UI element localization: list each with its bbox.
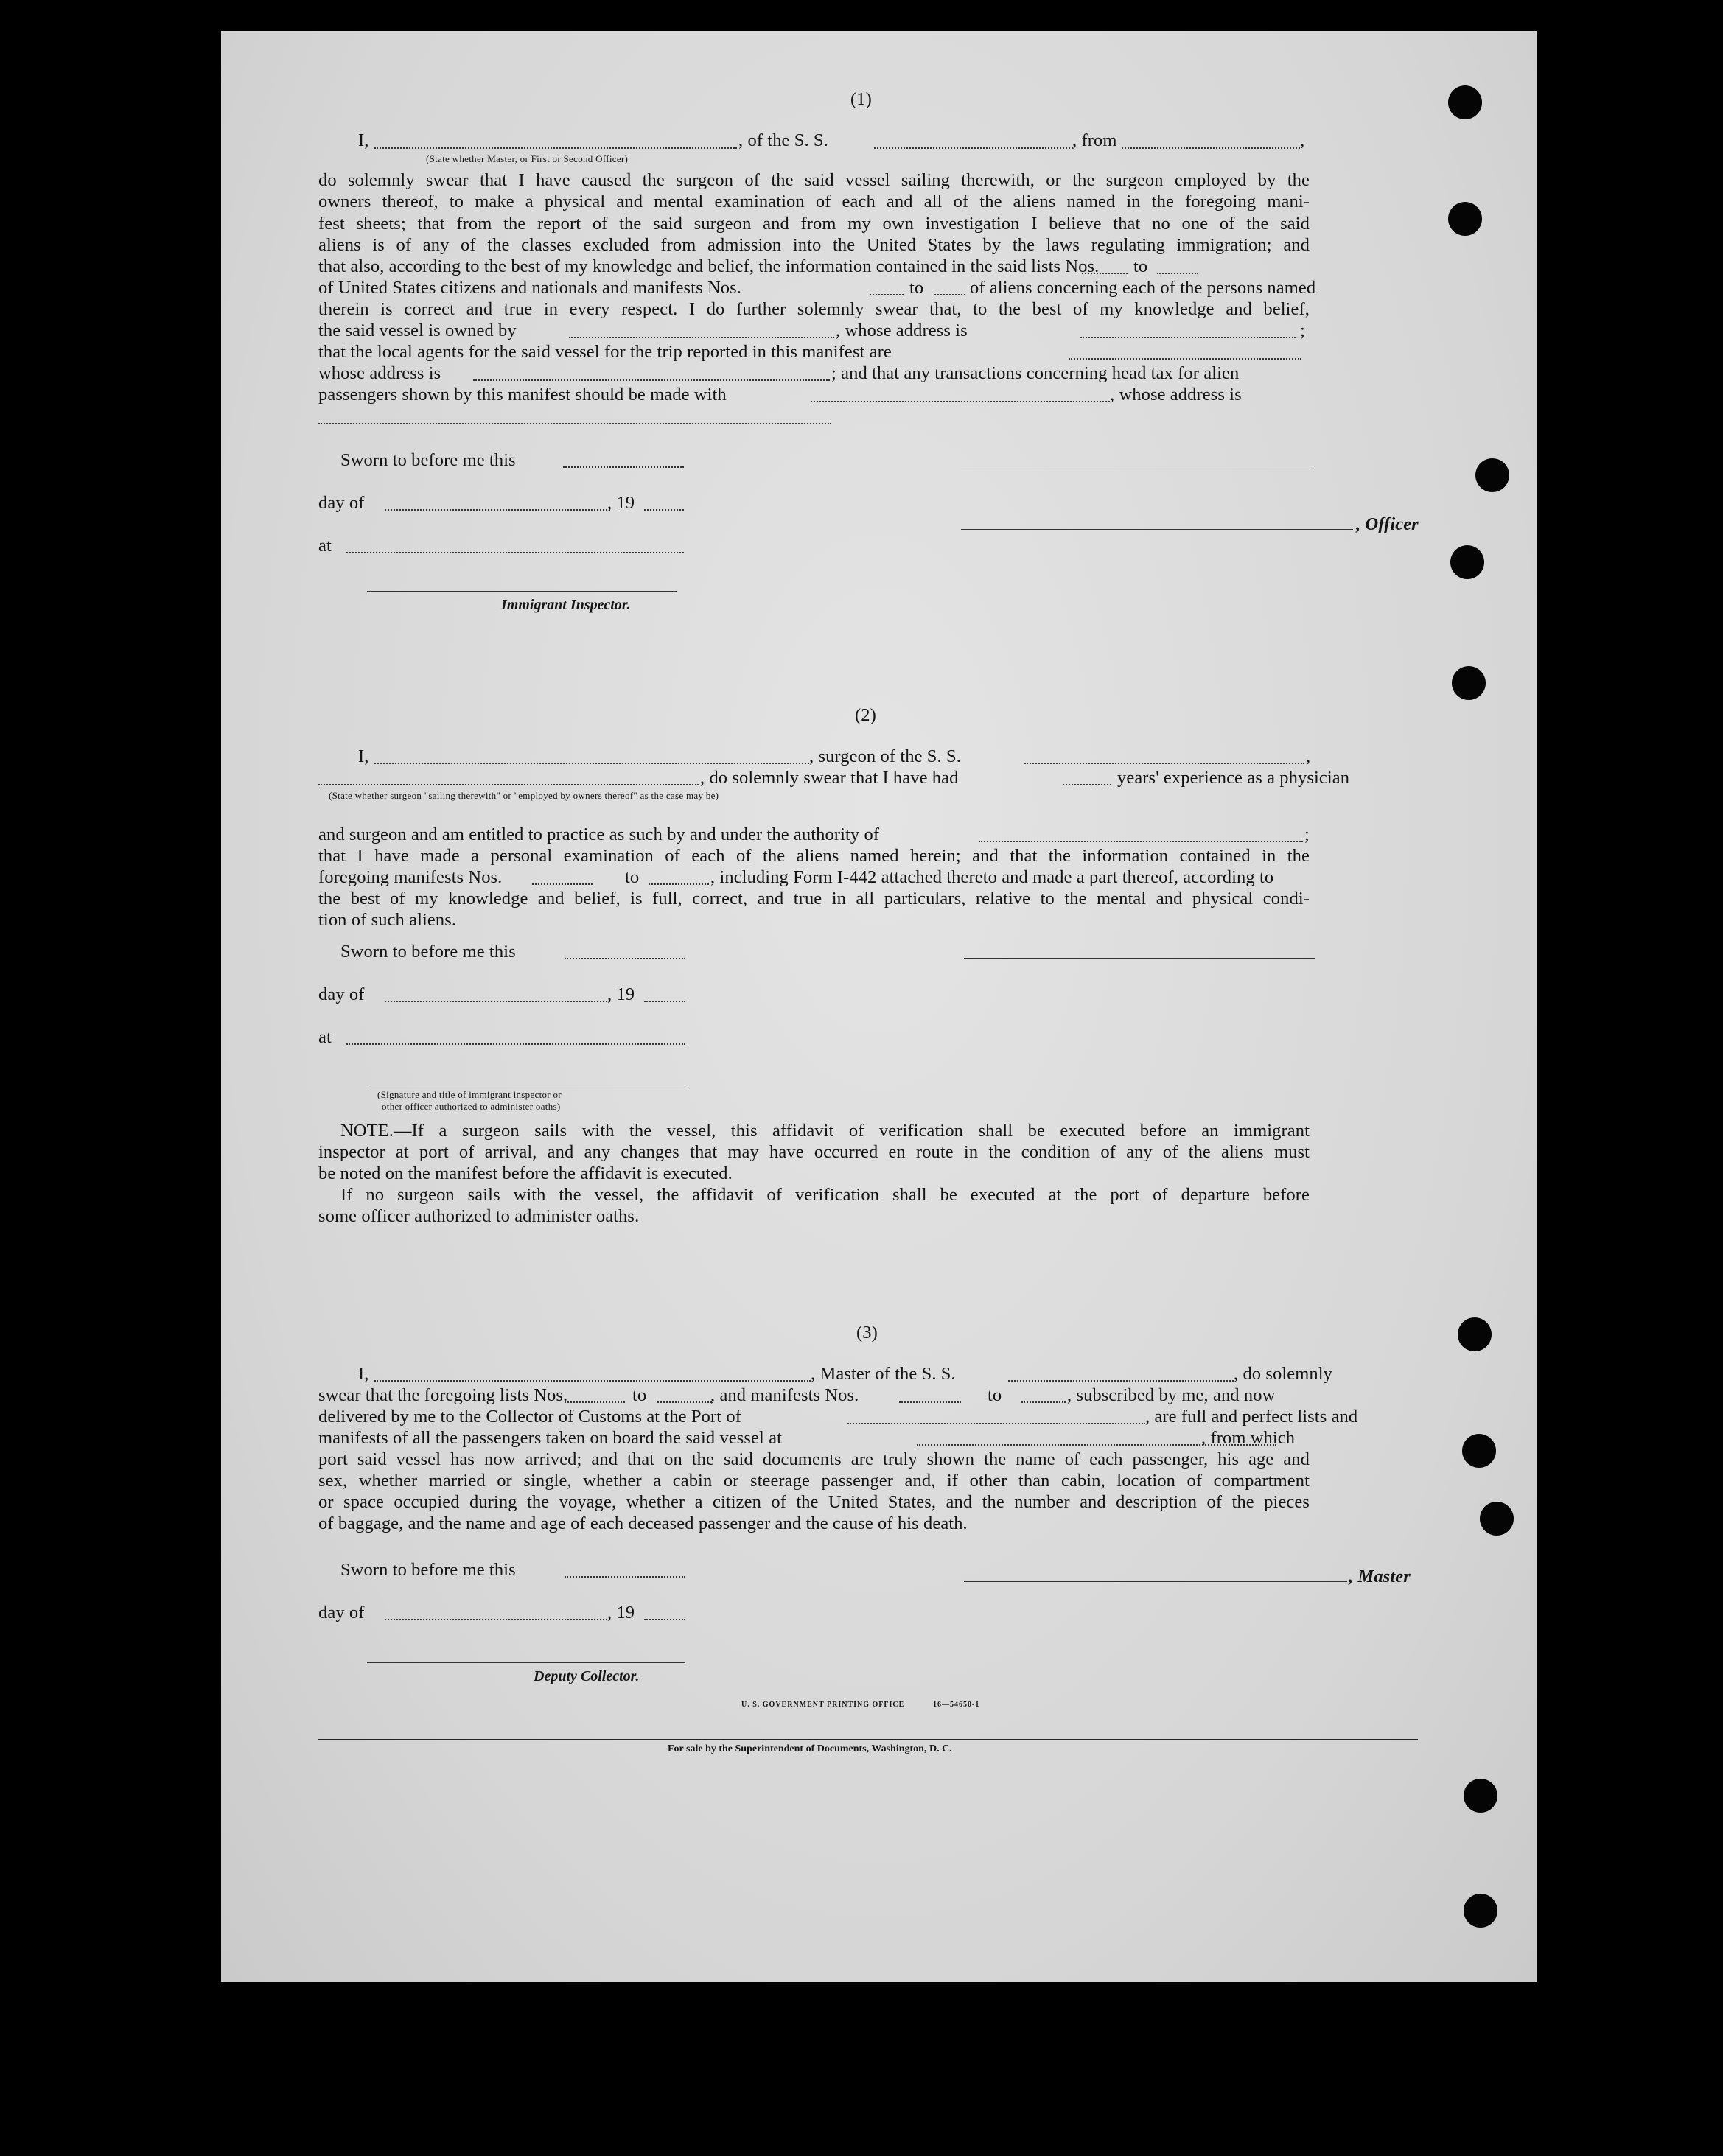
s2-vessel-blank[interactable] (1024, 763, 1304, 764)
s1-officer-line[interactable] (961, 529, 1353, 530)
s2-at-blank[interactable] (346, 1043, 685, 1045)
s3-day-of: day of (318, 1603, 365, 1623)
s3-body-4: of baggage, and the name and age of each deceased passenger and the cause of his death. (318, 1513, 968, 1533)
s1-lists-to-blank[interactable] (1157, 273, 1198, 274)
s3-body-2: sex, whether married or single, whether a cabin or steerage passenger and, if other than cabin, location of compartment (318, 1471, 1310, 1491)
s1-inspector-signature-line[interactable] (367, 591, 677, 592)
s2-body-4: that I have made a personal examination of each of the aliens named herein; and that the information contained in the (318, 846, 1310, 866)
s1-sworn-blank[interactable] (563, 466, 684, 468)
footer-printing-office: U. S. GOVERNMENT PRINTING OFFICE (741, 1701, 905, 1709)
s3-day-blank[interactable] (385, 1619, 610, 1620)
binder-hole (1464, 1894, 1497, 1928)
s1-manifest-from-blank[interactable] (870, 294, 904, 295)
section-1-number: (1) (850, 89, 872, 109)
s1-officer-name-blank[interactable] (374, 147, 737, 149)
s2-sig-caption-1: (Signature and title of immigrant inspector or (377, 1089, 562, 1100)
s2-note-4: If no surgeon sails with the vessel, the affidavit of verification shall be executed at the port of departure before (340, 1185, 1310, 1205)
s1-head-tax-address-blank[interactable] (318, 423, 831, 424)
s1-inspector-label: Immigrant Inspector. (501, 597, 631, 613)
s2-sailing-blank[interactable] (318, 784, 699, 785)
s2-day-blank[interactable] (385, 1001, 610, 1002)
s3-port-blank[interactable] (847, 1423, 1145, 1424)
s2-manifest-from-blank[interactable] (532, 883, 593, 885)
s1-body-3: fest sheets; that from the report of the said surgeon and from my own investigation I believe that no one of the said (318, 214, 1310, 234)
s1-body-c: therein is correct and true in every respect. I do further solemnly swear that, to the best of my knowledge and belief, (318, 299, 1310, 319)
s3-sworn-blank[interactable] (565, 1576, 685, 1578)
s3-master-signature-line[interactable] (964, 1581, 1347, 1582)
s2-note-5: some officer authorized to administer oaths. (318, 1206, 640, 1226)
footer-sale-note: For sale by the Superintendent of Documents, Washington, D. C. (668, 1743, 952, 1754)
binder-hole (1452, 666, 1486, 700)
s1-body-4: aliens is of any of the classes excluded from admission into the United States by the laws regulating immigration; and (318, 235, 1310, 255)
s1-body-2: owners thereof, to make a physical and mental examination of each and all of the aliens named in the foregoing mani- (318, 192, 1310, 211)
s1-head-tax-blank[interactable] (811, 401, 1110, 402)
s1-lists-from-blank[interactable] (1082, 273, 1128, 274)
s2-surgeon-name-blank[interactable] (374, 763, 809, 764)
s1-owner-address-blank[interactable] (1080, 337, 1296, 338)
s2-sworn-blank[interactable] (565, 958, 685, 959)
s1-year-blank[interactable] (644, 509, 684, 511)
s1-officer-caption: (State whether Master, or First or Second Officer) (426, 153, 629, 164)
s3-master-name-blank[interactable] (374, 1380, 811, 1382)
s1-day-blank[interactable] (385, 509, 610, 511)
s1-owner-blank[interactable] (569, 337, 834, 338)
s2-authority-blank[interactable] (979, 841, 1303, 842)
s1-agents-address-blank[interactable] (473, 379, 830, 381)
section-2-number: (2) (855, 705, 876, 725)
s3-master-label: , Master (1349, 1567, 1411, 1586)
s1-vessel-blank[interactable] (874, 147, 1073, 149)
s1-agents-blank[interactable] (1069, 358, 1301, 360)
s2-year-blank[interactable] (644, 1001, 685, 1002)
s2-body-7: tion of such aliens. (318, 910, 457, 930)
binder-hole (1458, 1317, 1492, 1351)
s3-collector-label: Deputy Collector. (534, 1668, 640, 1684)
s3-sworn: Sworn to before me this (340, 1560, 516, 1580)
s3-body-1: port said vessel has now arrived; and that on the said documents are truly shown the name of each passenger, his age and (318, 1449, 1310, 1469)
s2-note-1: NOTE.—If a surgeon sails with the vessel, this affidavit of verification shall be executed before an immigrant (340, 1121, 1310, 1141)
s3-vessel-blank[interactable] (1008, 1380, 1234, 1382)
section-3-number: (3) (856, 1323, 878, 1343)
binder-hole (1480, 1502, 1514, 1536)
s3-collector-signature-line[interactable] (367, 1662, 685, 1663)
s1-of-ss: , of the S. S. (738, 130, 828, 150)
s2-manifest-to-blank[interactable] (649, 883, 709, 885)
binder-hole (1462, 1434, 1496, 1468)
manifest-affidavit-page: (1) I, , of the S. S. , from , (State whether Master, or First or Second Officer) do solemnly swear that I have caused the surgeon of the said vessel sailing therewith, or the surgeon employed by the owners thereof, to make a physical and mental examination of each and all of the aliens named in the foregoing mani- fest sheets; that from the report of the said surgeon and from my own investigation I believe that no one of the said aliens is of any of the classes excluded from admission into the United States by the laws regulating immigration; and that also, according to the best of my knowledge and belief, the information contained in the said lists Nos. to of United States citizens and nationals and manifests Nos. to of aliens concerning each of the persons named therein is correct and true in every respect. I do further solemnly swear that, to the best of my knowledge and belief, the said vessel is owned by , whose address is ; that the local agents for the said vessel for the trip reported in this manifest are whose address is ; and that any transactions concerning head tax for alien passengers shown by this manifest should be made with , whose address is Sworn to before me this day of , 19 , Officer at Immigrant Inspector. (2) I, , surgeon of the S. S. , , do solemnly swear that I have had years' experience as a physician (State whether surgeon "sailing therewith" or "employed by owners thereof" as the case may be) and surgeon and am entitled to practice as such by and under the authority of ; that I have made a personal examination of each of the aliens named herein; and that the information contained in the foregoing manifests Nos. to , including Form I-442 attached thereto and made a part thereof, according to the best of my knowledge and belief, is full, correct, and true in all particulars, relative to the mental and physical condi- tion of such aliens. Sworn to before me this day of , 19 at (Signature and title of immigrant inspector or other officer authorized to administer oaths) NOTE.—If a surgeon sails with the vessel, this affidavit of verification shall be executed before an immigrant inspector at port of arrival, and any changes that may have occurred en route in the condition of any of the aliens must be noted on the manifest before the affidavit is executed. If no surgeon sails with the vessel, the affidavit of verification shall be executed at the port of departure before some officer authorized to administer oaths. (3) I, , Master of the S. S. , do solemnly swear that the foregoing lists Nos. to , and manifests Nos. to , subscribed by me, and now delivered by me to the Collector of Customs at the Port of , are full and perfect lists and manifests of all the passengers taken on board the said vessel at , from which port said vessel has now arrived; and that on the said documents are truly shown the name of each passenger, his age and sex, whether married or single, whether a cabin or steerage passenger and, if other than cabin, location of compartment or space occupied during the voyage, whether a citizen of the United States, and the number and description of the pieces of baggage, and the name and age of each deceased passenger and the cause of his death. Sworn to before me this , Master day of , 19 Deputy Collector. U. S. GOVERNMENT PRINTING OFFICE 16—54650-1 For sale by the Superintendent of Documents, Washington, D. C. (221, 31, 1537, 1982)
s2-at: at (318, 1027, 332, 1047)
s1-manifest-to-blank[interactable] (934, 294, 965, 295)
binder-hole (1450, 545, 1484, 579)
s1-from-blank[interactable] (1122, 147, 1300, 149)
s1-from: , from (1072, 130, 1117, 150)
s2-sworn: Sworn to before me this (340, 942, 516, 962)
s3-lists-from-blank[interactable] (565, 1401, 625, 1403)
s1-body-5: that also, according to the best of my knowledge and belief, the information contained in the said lists Nos. (318, 256, 1100, 276)
s2-body-6: the best of my knowledge and belief, is full, correct, and true in all particulars, relative to the mental and physical condi- (318, 889, 1310, 909)
s2-note-2: inspector at port of arrival, and any changes that may have occurred en route in the condition of any of the aliens must (318, 1142, 1310, 1162)
s2-note-3: be noted on the manifest before the affidavit is executed. (318, 1163, 733, 1183)
s1-officer-label: , Officer (1356, 514, 1419, 534)
s2-day-of: day of (318, 984, 365, 1004)
s3-manifests-to-blank[interactable] (1021, 1401, 1066, 1403)
s3-manifests-from-blank[interactable] (899, 1401, 961, 1403)
s1-at: at (318, 536, 332, 556)
s1-at-blank[interactable] (346, 552, 684, 553)
binder-hole (1475, 458, 1509, 492)
footer-rule (318, 1739, 1418, 1740)
s1-body-1: do solemnly swear that I have caused the surgeon of the said vessel sailing therewith, or the surgeon employed by the (318, 170, 1310, 190)
binder-hole (1464, 1779, 1497, 1813)
s2-years-blank[interactable] (1063, 784, 1111, 785)
s2-surgeon-signature-line[interactable] (964, 958, 1315, 959)
s1-i: I, (358, 130, 369, 150)
binder-hole (1448, 85, 1482, 119)
s1-sworn: Sworn to before me this (340, 450, 516, 470)
s2-caption: (State whether surgeon "sailing therewith" or "employed by owners thereof" as the case may be) (329, 790, 719, 801)
s3-lists-to-blank[interactable] (657, 1401, 712, 1403)
footer-form-number: 16—54650-1 (933, 1701, 980, 1709)
s2-sig-caption-2: other officer authorized to administer oaths) (382, 1101, 561, 1112)
binder-hole (1448, 202, 1482, 236)
s1-day-of: day of (318, 493, 365, 513)
s3-body-3: or space occupied during the voyage, whether a citizen of the United States, and the number and description of the pieces (318, 1492, 1310, 1512)
s3-year-blank[interactable] (644, 1619, 685, 1620)
